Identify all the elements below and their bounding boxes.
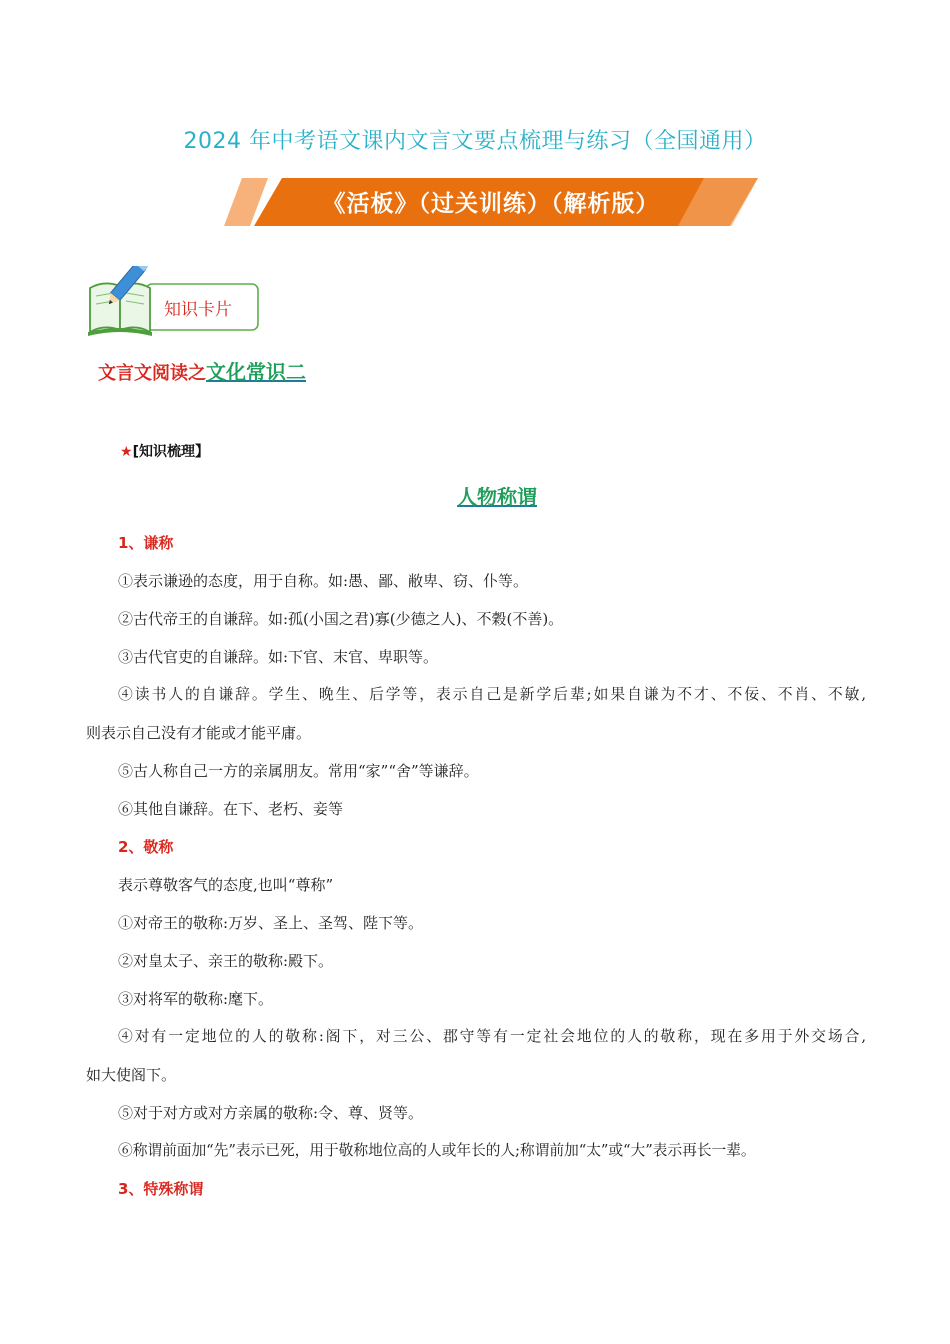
paragraph: ④读书人的自谦辞。学生、晚生、后学等，表示自己是新学后辈;如果自谦为不才、不佞、不肖、不敏, (118, 686, 866, 703)
paragraph: ③对将军的敬称:麾下。 (118, 990, 274, 1008)
paragraph: ①表示谦逊的态度，用于自称。如:愚、鄙、敝卑、窃、仆等。 (118, 572, 529, 590)
subtitle-prefix: 文言文阅读之 (98, 363, 206, 384)
heading-special: 3、特殊称谓 (118, 1180, 204, 1198)
title-banner (224, 178, 758, 226)
paragraph: 则表示自己没有才能或才能平庸。 (86, 724, 312, 742)
paragraph: 表示尊敬客气的态度,也叫“尊称” (118, 876, 334, 894)
paragraph: ②对皇太子、亲王的敬称:殿下。 (118, 952, 334, 970)
subtitle-topic: 文化常识二 (206, 360, 306, 384)
knowledge-heading (120, 441, 209, 461)
banner-text: 《活板》（过关训练）（解析版） (322, 191, 660, 217)
heading-humble: 1、谦称 (118, 534, 174, 552)
paragraph: ②古代帝王的自谦辞。如:孤(小国之君)寡(少德之人)、不穀(不善)。 (118, 610, 564, 628)
knowledge-card (86, 266, 262, 340)
paragraph: ④对有一定地位的人的敬称:阁下，对三公、郡守等有一定社会地位的人的敬称，现在多用于外交场合, (118, 1028, 866, 1045)
paragraph: ⑥其他自谦辞。在下、老朽、妾等 (118, 800, 344, 818)
star-icon: ★ (120, 444, 133, 460)
paragraph: ⑤古人称自己一方的亲属朋友。常用“家”“舍”等谦辞。 (118, 762, 479, 780)
heading-respectful: 2、敬称 (118, 838, 174, 856)
card-label: 知识卡片 (164, 300, 232, 320)
paragraph: ⑥称谓前面加“先”表示已死，用于敬称地位高的人或年长的人;称谓前加“太”或“大”表示再长一辈。 (118, 1142, 756, 1159)
document-body (86, 524, 866, 1208)
page-title: 2024 年中考语文课内文言文要点梳理与练习（全国通用） (183, 129, 767, 154)
paragraph: 如大使阁下。 (86, 1066, 177, 1084)
paragraph: ①对帝王的敬称:万岁、圣上、圣驾、陛下等。 (118, 914, 424, 932)
section-title: 人物称谓 (457, 485, 537, 509)
section-subtitle (98, 356, 306, 385)
paragraph: ③古代官吏的自谦辞。如:下官、末官、卑职等。 (118, 648, 439, 666)
knowledge-heading-text: [知识梳理】 (132, 444, 209, 460)
paragraph: ⑤对于对方或对方亲属的敬称:令、尊、贤等。 (118, 1104, 424, 1122)
